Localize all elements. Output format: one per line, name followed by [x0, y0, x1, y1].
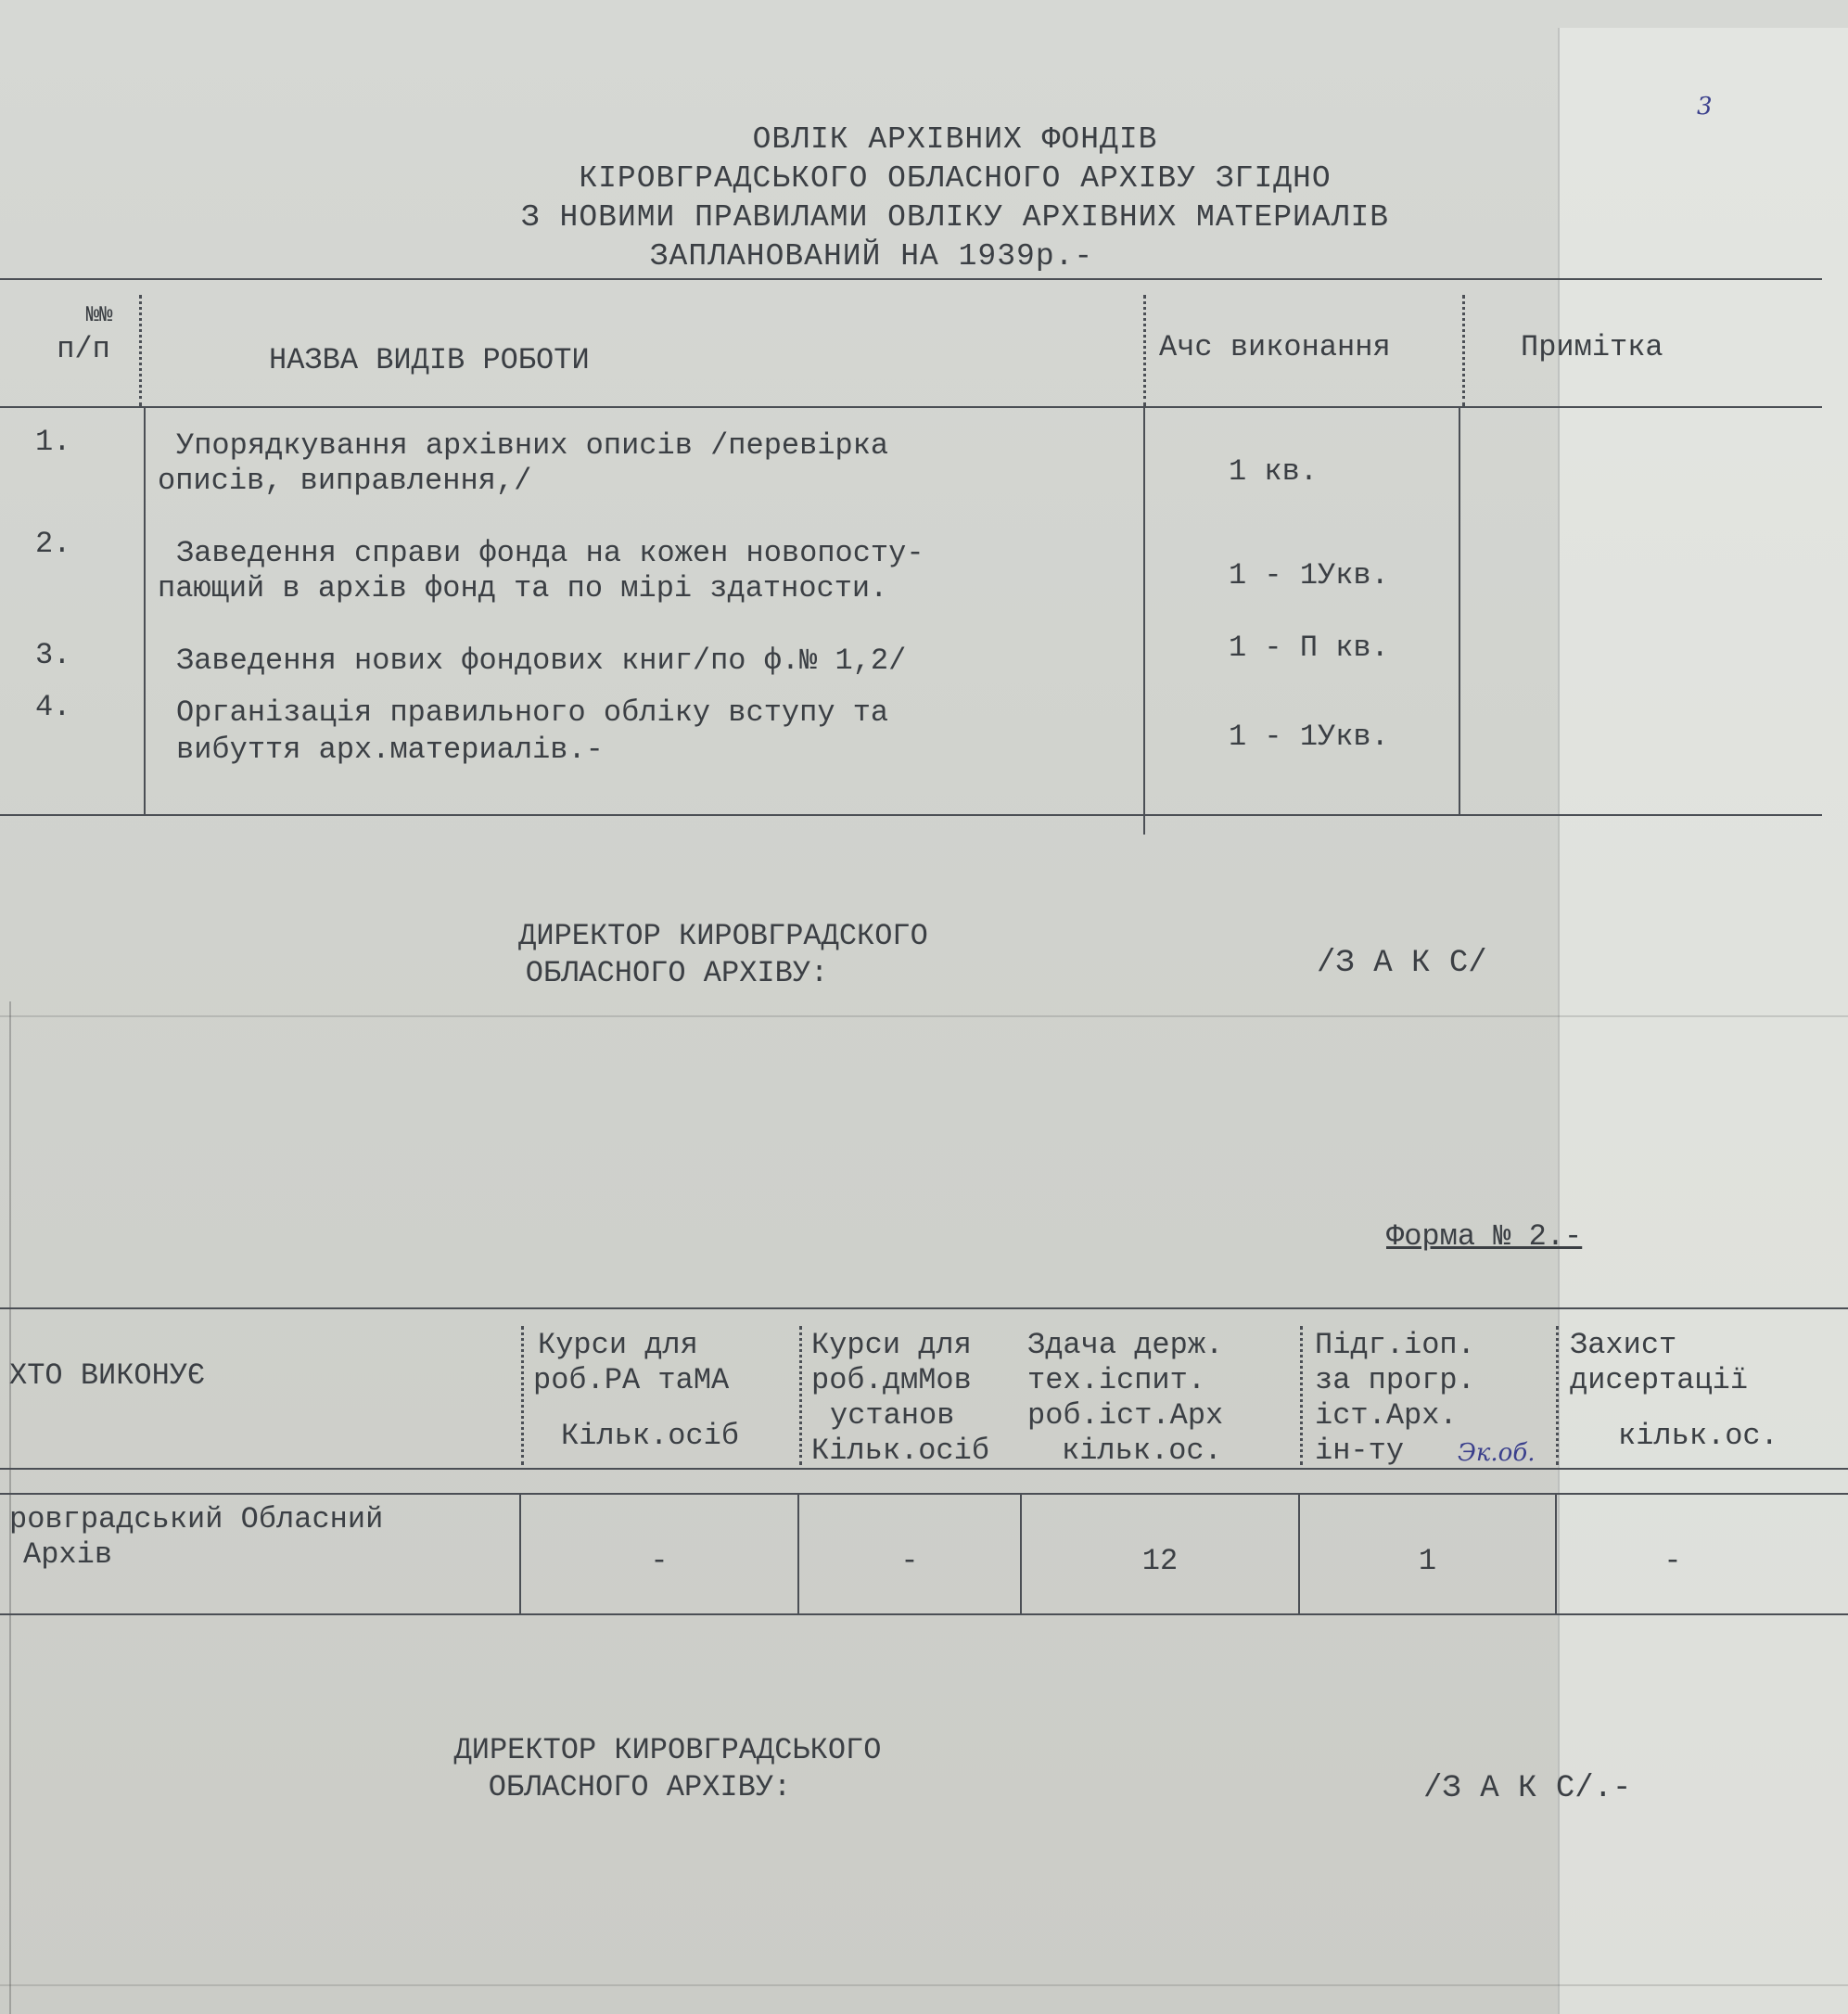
row-3-number: 3. — [35, 638, 71, 672]
paper-fold-line — [0, 1015, 1848, 1017]
table2-bottom-border — [0, 1613, 1848, 1615]
row-2-text-line-1: Заведення справи фонда на кожен новопосту- — [176, 536, 924, 570]
director2-title-line-1: ДИРЕКТОР КИРОВГРАДСЬКОГО — [453, 1733, 882, 1767]
value-col-1: - — [650, 1544, 669, 1578]
form-number-label: Форма № 2.- — [1386, 1219, 1583, 1254]
row-1-text-line-1: Упорядкування архівних описів /перевірка — [176, 428, 889, 463]
header-col5-line-1: Захист — [1570, 1328, 1677, 1362]
header-col4-line-3: іст.Арх. — [1315, 1398, 1458, 1433]
row-2-execution: 1 - 1Укв. — [1229, 558, 1389, 593]
document-title — [352, 121, 1558, 276]
table1-col-line-3 — [1459, 408, 1460, 816]
director-signature-block-2 — [352, 1732, 983, 1806]
header-col2-line-2: роб.дмМов — [811, 1363, 972, 1397]
header-who-executes: ХТО ВИКОНУЄ — [9, 1358, 206, 1393]
header-col5-line-2: дисертації — [1570, 1363, 1749, 1397]
header-col2-line-3: установ — [830, 1398, 955, 1433]
header-col3-line-2: тех.іспит. — [1027, 1363, 1206, 1397]
director-signature-block-1 — [427, 918, 1020, 992]
table2-row-border — [0, 1493, 1848, 1495]
header-col3-line-1: Здача держ. — [1027, 1328, 1224, 1362]
value-col-5: - — [1663, 1544, 1682, 1578]
row-1-execution: 1 кв. — [1229, 454, 1319, 489]
header-number: п/п — [57, 332, 110, 366]
row-1-text-line-2: описів, виправлення,/ — [158, 464, 532, 498]
row-4-execution: 1 - 1Укв. — [1229, 720, 1389, 754]
row-3-text-line-1: Заведення нових фондових книг/по ф.№ 1,2/ — [176, 644, 907, 678]
row-1-number: 1. — [35, 425, 71, 459]
table2-top-border — [0, 1307, 1848, 1309]
director-title-line-1: ДИРЕКТОР КИРОВГРАДСКОГО — [518, 919, 928, 953]
value-col-3: 12 — [1141, 1544, 1179, 1578]
table1-col-line-1 — [144, 408, 146, 814]
table1-top-border — [0, 278, 1822, 280]
header-col1-line-1: Курси для — [538, 1328, 698, 1362]
row-who-line-2: Архів — [23, 1537, 113, 1572]
table1-col-divider-2 — [1143, 295, 1146, 406]
title-line-4: ЗАПЛАНОВАНИЙ НА 1939р.- — [649, 239, 1094, 274]
header-col5-line-4: кільк.ос. — [1618, 1419, 1778, 1453]
table1-col-divider-1 — [139, 295, 142, 406]
header-execution-time: Ачс виконання — [1159, 330, 1391, 364]
header-col4-line-2: за прогр. — [1315, 1363, 1475, 1397]
row-3-execution: 1 - П кв. — [1229, 631, 1389, 665]
header-col2-line-1: Курси для — [811, 1328, 972, 1362]
table2-col-divider-1 — [521, 1326, 524, 1465]
header-col1-line-2: роб.РА таМА — [533, 1363, 730, 1397]
table1-header-border — [0, 406, 1822, 408]
director-name-2: /З А К С/.- — [1423, 1771, 1632, 1806]
handwritten-page-number: 3 — [1697, 93, 1713, 121]
table2-col-divider-3 — [1300, 1326, 1303, 1465]
header-col3-line-4: кільк.ос. — [1062, 1434, 1222, 1468]
row-2-text-line-2: пающий в архів фонд та по мірі здатности. — [158, 571, 888, 605]
table2-col-divider-2 — [799, 1326, 802, 1465]
header-work-name: НАЗВА ВИДІВ РОБОТИ — [269, 343, 590, 377]
director2-title-line-2: ОБЛАСНОГО АРХІВУ: — [488, 1770, 792, 1804]
title-line-3: З НОВИМИ ПРАВИЛАМИ ОВЛІКУ АРХІВНИХ МАТЕРИАЛІВ — [520, 200, 1390, 235]
row-4-number: 4. — [35, 690, 71, 724]
director-name-1: /З А К С/ — [1317, 946, 1487, 981]
header-col4-line-4: ін-ту — [1315, 1434, 1405, 1468]
header-col2-line-4: Кільк.осіб — [811, 1434, 990, 1468]
header-col4-line-1: Підг.іоп. — [1315, 1328, 1475, 1362]
row-2-number: 2. — [35, 527, 71, 561]
value-col-4: 1 — [1418, 1544, 1437, 1578]
value-col-2: - — [900, 1544, 919, 1578]
paper-fold-line-bottom — [0, 1984, 1848, 1986]
table1-bottom-border — [0, 814, 1822, 816]
row-4-text-line-1: Організація правильного обліку вступу та — [176, 695, 889, 730]
header-note: Примітка — [1521, 330, 1663, 364]
folded-paper-edge — [1558, 28, 1848, 2014]
header-col1-line-4: Кільк.осіб — [561, 1419, 740, 1453]
table1-col-line-2 — [1143, 408, 1145, 835]
handwritten-abbreviation: Эк.об. — [1458, 1439, 1536, 1467]
header-col3-line-3: роб.іст.Арх — [1027, 1398, 1224, 1433]
row-4-text-line-2: вибуття арх.материалів.- — [176, 733, 604, 767]
table1-col-divider-3 — [1462, 295, 1465, 406]
table2-col-divider-4 — [1556, 1326, 1559, 1465]
director-title-line-2: ОБЛАСНОГО АРХІВУ: — [525, 956, 829, 990]
title-line-2: КІРОВГРАДСЬКОГО ОБЛАСНОГО АРХІВУ ЗГІДНО — [579, 161, 1332, 196]
header-number-top: №№ — [85, 303, 113, 328]
row-who-line-1: ровградський Обласний — [9, 1502, 384, 1536]
title-line-1: ОВЛІК АРХІВНИХ ФОНДІВ — [752, 122, 1158, 157]
